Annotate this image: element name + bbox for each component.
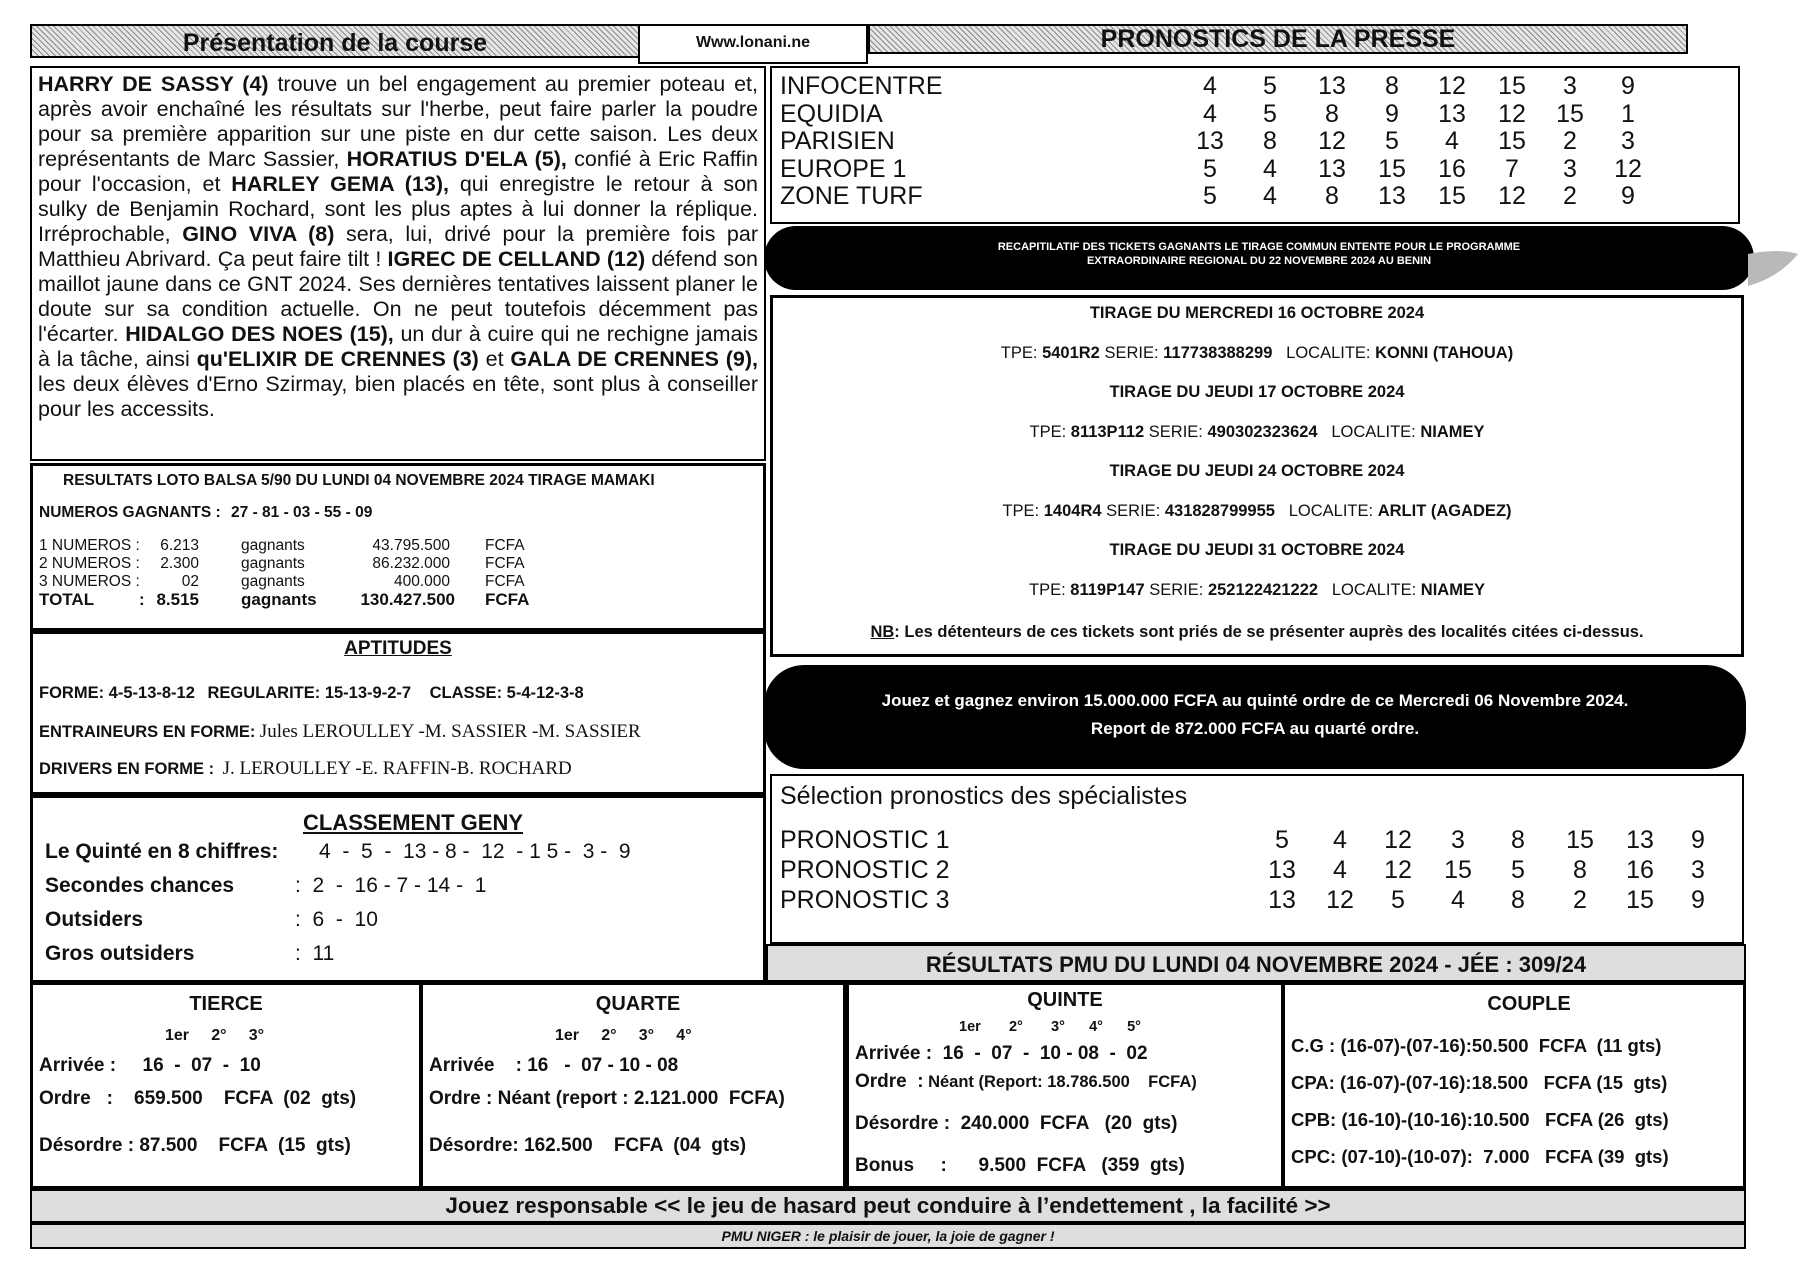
tierce-arrivee-value: 16 - 07 - 10 xyxy=(142,1055,261,1076)
tirage-details xyxy=(773,344,1741,363)
press-number: 3 xyxy=(1621,127,1635,155)
drivers-row xyxy=(39,758,572,780)
tirage-details xyxy=(773,581,1741,600)
specialist-number: 12 xyxy=(1384,856,1412,884)
couple-box xyxy=(1282,982,1746,1189)
aptitudes-title-text: APTITUDES xyxy=(344,638,452,659)
quinte-desordre-label: Désordre : xyxy=(855,1113,951,1134)
press-row xyxy=(780,100,1740,128)
quarte-desordre xyxy=(429,1135,746,1157)
press-number: 8 xyxy=(1263,127,1277,155)
nb-text: : Les détenteurs de ces tickets sont priés de se présenter auprès des localités citées ci-dessus. xyxy=(894,623,1644,641)
press-title: PRONOSTICS DE LA PRESSE xyxy=(1100,25,1456,53)
press-number: 13 xyxy=(1378,182,1406,210)
decorative-wedge xyxy=(1748,248,1798,288)
localite-value: ARLIT (AGADEZ) xyxy=(1377,502,1512,520)
presentation-title: Présentation de la course xyxy=(182,29,488,57)
classement-label: Le Quinté en 8 chiffres: xyxy=(45,840,279,863)
quinte-ordre xyxy=(855,1071,1197,1093)
press-number: 12 xyxy=(1498,182,1526,210)
tpe-value: 8119P147 xyxy=(1070,581,1145,599)
specialist-number: 15 xyxy=(1626,886,1654,914)
specialist-number: 13 xyxy=(1268,886,1296,914)
loto-row-count: 2.300 xyxy=(160,555,199,572)
specialistes-box xyxy=(770,774,1744,944)
horse-highlight: HORATIUS D'ELA (5), xyxy=(346,147,567,171)
quarte-arrivee xyxy=(429,1055,678,1077)
tpe-value: 8113P112 xyxy=(1070,423,1145,441)
localite-label: LOCALITE: xyxy=(1331,423,1416,441)
loto-row-currency: FCFA xyxy=(485,555,525,572)
press-number: 1 xyxy=(1621,99,1635,128)
tpe-label: TPE: xyxy=(1029,423,1067,441)
website-box xyxy=(638,24,868,64)
quinte-arrivee xyxy=(855,1043,1148,1065)
jackpot-line-2: Report de 872.000 FCFA au quarté ordre. xyxy=(1090,719,1420,738)
quarte-ordre-value: Néant (report : 2.121.000 FCFA) xyxy=(497,1088,785,1109)
tirage-title: TIRAGE DU JEUDI 24 OCTOBRE 2024 xyxy=(1109,462,1405,480)
press-pronostics-box xyxy=(770,66,1740,224)
jackpot-banner xyxy=(764,665,1746,769)
quarte-ordre-label: Ordre : xyxy=(429,1088,493,1109)
tirage-details xyxy=(773,502,1741,521)
tirage-title: TIRAGE DU MERCREDI 16 OCTOBRE 2024 xyxy=(1089,304,1425,322)
press-number: 12 xyxy=(1318,127,1346,155)
press-row xyxy=(780,155,1740,183)
presentation-segment: confié à Eric Raffin pour l'occasion, et xyxy=(38,147,758,196)
quinte-ordre-value: Néant (Report: 18.786.500 FCFA) xyxy=(928,1073,1197,1091)
localite-label: LOCALITE: xyxy=(1286,344,1371,362)
specialist-number: 2 xyxy=(1573,886,1587,914)
press-number: 15 xyxy=(1498,72,1526,100)
presentation-text xyxy=(32,68,764,426)
quinte-bonus-value: 9.500 FCFA (359 gts) xyxy=(978,1155,1185,1176)
classe-label: CLASSE: xyxy=(429,684,503,702)
recap-banner xyxy=(764,226,1754,290)
specialist-number: 12 xyxy=(1384,826,1412,854)
couple-row: CPA: (16-07)-(07-16):18.500 FCFA (15 gts) xyxy=(1291,1072,1668,1093)
aptitudes-title xyxy=(33,638,763,660)
responsible-banner xyxy=(30,1189,1746,1223)
tierce-desordre-value: 87.500 FCFA (15 gts) xyxy=(139,1135,351,1156)
quarte-desordre-label: Désordre: xyxy=(429,1135,519,1156)
loto-total-label: TOTAL xyxy=(39,590,95,609)
loto-row-currency: FCFA xyxy=(485,537,525,554)
loto-box xyxy=(30,463,766,631)
quinte-bonus-label: Bonus : xyxy=(855,1155,947,1176)
serie-label: SERIE: xyxy=(1104,344,1159,362)
specialist-pronostic-name: PRONOSTIC 2 xyxy=(780,856,950,884)
loto-row-count: 6.213 xyxy=(160,537,199,554)
couple-row: CPC: (07-10)-(10-07): 7.000 FCFA (39 gts) xyxy=(1291,1146,1669,1167)
classement-value: 4 - 5 - 13 - 8 - 12 - 1 5 - 3 - 9 xyxy=(319,840,631,863)
classement-label: Secondes chances xyxy=(45,874,235,897)
tpe-label: TPE: xyxy=(1000,344,1038,362)
recap-line-1: RECAPITILATIF DES TICKETS GAGNANTS LE TIRAGE COMMUN ENTENTE POUR LE PROGRAMME xyxy=(997,241,1521,253)
tierce-box xyxy=(30,982,422,1189)
press-number: 4 xyxy=(1263,182,1277,210)
specialist-number: 8 xyxy=(1511,886,1525,914)
loto-row-count: 02 xyxy=(181,573,199,590)
press-number: 15 xyxy=(1556,99,1584,128)
quarte-box xyxy=(420,982,846,1189)
loto-winning xyxy=(39,504,372,522)
specialist-number: 15 xyxy=(1444,856,1472,884)
press-number: 3 xyxy=(1563,154,1577,183)
tierce-arrivee xyxy=(39,1055,261,1077)
horse-highlight: GALA DE CRENNES (9), xyxy=(510,347,759,371)
pmu-header xyxy=(766,944,1746,982)
press-number: 3 xyxy=(1563,72,1577,100)
specialist-number: 5 xyxy=(1511,856,1525,884)
specialist-number: 3 xyxy=(1691,856,1705,884)
serie-label: SERIE: xyxy=(1106,502,1161,520)
loto-row-label: 2 NUMEROS : xyxy=(39,555,140,572)
presentation-segment: et xyxy=(478,347,511,371)
presentation-segment: défend son maillot jaune dans ce GNT 2024. Ses dernières tentatives laissent planer le doute sur sa condition actuelle. On ne peut toutefois décemment pas l'écarter. xyxy=(38,247,759,346)
tierce-ordre-label: Ordre : xyxy=(39,1088,113,1109)
press-number: 13 xyxy=(1318,154,1346,183)
recap-line-2: EXTRAORDINAIRE REGIONAL DU 22 NOVEMBRE 2024 AU BENIN xyxy=(1086,255,1432,267)
presentation-segment: sera, lui, drivé pour la première fois par Matthieu Abrivard. Ça peut faire tilt ! xyxy=(38,222,758,271)
press-number: 5 xyxy=(1385,127,1399,155)
specialist-number: 16 xyxy=(1626,856,1654,884)
presentation-segment: trouve un bel engagement au premier poteau et, après avoir enchaîné les résultats sur l'herbe, peut faire parler la poudre pour sa première apparition sur une piste en dur cette saison. Les deux représentants de Marc Sassier, xyxy=(38,72,758,171)
press-row xyxy=(780,72,1740,100)
quinte-places: 1er 2° 3° 4° 5° xyxy=(959,1019,1141,1035)
horse-highlight: HARRY DE SASSY (4) xyxy=(38,72,269,96)
specialist-pronostic-name: PRONOSTIC 3 xyxy=(780,886,950,914)
localite-value: NIAMEY xyxy=(1420,581,1485,599)
press-number: 13 xyxy=(1196,127,1224,155)
serie-value: 490302323624 xyxy=(1207,423,1318,441)
specialist-number: 4 xyxy=(1333,856,1347,884)
press-row xyxy=(780,127,1740,155)
couple-row: C.G : (16-07)-(07-16):50.500 FCFA (11 gts) xyxy=(1291,1035,1662,1056)
tierce-arrivee-label: Arrivée : xyxy=(39,1055,117,1076)
quinte-bonus xyxy=(855,1155,1185,1177)
serie-label: SERIE: xyxy=(1148,423,1203,441)
specialist-number: 5 xyxy=(1391,886,1405,914)
pmu-title: RÉSULTATS PMU DU LUNDI 04 NOVEMBRE 2024 - JÉE : 309/24 xyxy=(925,952,1587,977)
tierce-title: TIERCE xyxy=(189,993,263,1015)
press-number: 4 xyxy=(1203,99,1217,128)
loto-row-label: 1 NUMEROS : xyxy=(39,537,140,554)
press-number: 5 xyxy=(1263,99,1277,128)
specialist-number: 15 xyxy=(1566,826,1594,854)
loto-row-word: gagnants xyxy=(241,573,305,590)
presentation-header xyxy=(30,24,640,58)
loto-row-amount: 400.000 xyxy=(393,573,450,590)
couple-row: CPB: (16-10)-(10-16):10.500 FCFA (26 gts) xyxy=(1291,1109,1669,1130)
press-number: 13 xyxy=(1318,72,1346,100)
classement-title xyxy=(33,810,763,836)
horse-highlight: IGREC DE CELLAND (12) xyxy=(387,247,646,271)
press-number: 15 xyxy=(1378,154,1406,183)
couple-title: COUPLE xyxy=(1487,993,1571,1015)
tpe-label: TPE: xyxy=(1029,581,1066,599)
press-source-name: PARISIEN xyxy=(780,127,895,155)
presentation-box xyxy=(30,66,766,461)
press-source-name: EQUIDIA xyxy=(780,99,883,128)
nb-label: NB xyxy=(870,623,895,641)
classe-value: 5-4-12-3-8 xyxy=(506,684,584,702)
press-number: 9 xyxy=(1385,99,1399,128)
press-number: 7 xyxy=(1505,154,1519,183)
press-source-name: EUROPE 1 xyxy=(780,154,907,183)
specialist-number: 4 xyxy=(1451,886,1465,914)
localite-label: LOCALITE: xyxy=(1331,581,1417,599)
specialist-number: 3 xyxy=(1451,826,1465,854)
press-number: 8 xyxy=(1325,182,1339,210)
press-number: 13 xyxy=(1438,99,1466,128)
loto-winning-numbers: 27 - 81 - 03 - 55 - 09 xyxy=(231,504,373,521)
drivers-label: DRIVERS EN FORME : xyxy=(39,760,215,778)
loto-winning-label: NUMEROS GAGNANTS : xyxy=(39,504,221,521)
quinte-arrivee-label: Arrivée : xyxy=(855,1043,933,1064)
specialist-number: 9 xyxy=(1691,826,1705,854)
press-number: 9 xyxy=(1621,72,1635,100)
loto-total-currency: FCFA xyxy=(485,590,530,609)
quarte-title: QUARTE xyxy=(595,993,681,1015)
presentation-segment: les deux élèves d'Erno Szirmay, bien placés en tête, sont plus à conseiller pour les accessits. xyxy=(38,372,758,421)
serie-value: 431828799955 xyxy=(1164,502,1275,520)
classement-box xyxy=(30,795,766,983)
press-number: 4 xyxy=(1203,72,1217,100)
tpe-label: TPE: xyxy=(1002,502,1040,520)
press-number: 15 xyxy=(1498,127,1526,155)
serie-value: 117738388299 xyxy=(1163,344,1273,362)
press-source-name: ZONE TURF xyxy=(780,182,923,210)
quinte-box xyxy=(846,982,1284,1189)
loto-row-word: gagnants xyxy=(241,537,305,554)
specialist-pronostic-name: PRONOSTIC 1 xyxy=(780,826,950,854)
classement-title-text: CLASSEMENT GENY xyxy=(302,810,524,835)
press-number: 2 xyxy=(1563,182,1577,210)
presentation-segment: qui enregistre le retour à son sulky de Benjamin Rochard, sont les plus aptes à lui donner la réplique. Irréprochable, xyxy=(38,172,758,246)
quinte-arrivee-value: 16 - 07 - 10 - 08 - 02 xyxy=(942,1043,1148,1064)
specialist-number: 9 xyxy=(1691,886,1705,914)
quarte-places: 1er 2° 3° 4° xyxy=(555,1027,692,1044)
classement-value: : 11 xyxy=(295,942,335,965)
specialist-number: 8 xyxy=(1511,826,1525,854)
drivers-value: J. LEROULLEY -E. RAFFIN-B. ROCHARD xyxy=(222,758,572,779)
press-number: 2 xyxy=(1563,127,1577,155)
classement-label: Gros outsiders xyxy=(45,942,195,965)
loto-total-count: 8.515 xyxy=(156,590,199,609)
responsible-text: Jouez responsable << le jeu de hasard peut conduire à l’endettement , la facilité >> xyxy=(445,1193,1331,1218)
horse-highlight: qu'ELIXIR DE CRENNES (3) xyxy=(196,347,479,371)
loto-title: RESULTATS LOTO BALSA 5/90 DU LUNDI 04 NOVEMBRE 2024 TIRAGE MAMAKI xyxy=(63,472,655,489)
press-number: 8 xyxy=(1385,72,1399,100)
jackpot-line-1: Jouez et gagnez environ 15.000.000 FCFA au quinté ordre de ce Mercredi 06 Novembre 2024. xyxy=(881,691,1629,710)
specialist-row xyxy=(780,886,1740,914)
localite-value: KONNI (TAHOUA) xyxy=(1375,344,1514,362)
specialist-number: 4 xyxy=(1333,826,1347,854)
quinte-desordre-value: 240.000 FCFA (20 gts) xyxy=(960,1113,1178,1134)
classement-value: : 2 - 16 - 7 - 14 - 1 xyxy=(295,874,487,897)
entraineurs-row xyxy=(39,721,641,743)
press-number: 16 xyxy=(1438,154,1466,183)
tirage-details xyxy=(773,423,1741,442)
loto-total-word: gagnants xyxy=(241,590,317,609)
quarte-ordre xyxy=(429,1088,785,1110)
specialist-row xyxy=(780,856,1740,884)
press-number: 15 xyxy=(1438,182,1466,210)
loto-row-currency: FCFA xyxy=(485,573,525,590)
specialist-number: 8 xyxy=(1573,856,1587,884)
tierce-desordre-label: Désordre : xyxy=(39,1135,135,1156)
tpe-value: 1404R4 xyxy=(1043,502,1102,520)
specialistes-title: Sélection pronostics des spécialistes xyxy=(780,782,1188,810)
loto-row-amount: 43.795.500 xyxy=(372,537,450,554)
website-link[interactable]: Www.lonani.ne xyxy=(695,34,811,51)
tpe-value: 5401R2 xyxy=(1042,344,1100,362)
press-number: 12 xyxy=(1498,99,1526,128)
tirage-title: TIRAGE DU JEUDI 31 OCTOBRE 2024 xyxy=(1109,541,1405,559)
press-number: 4 xyxy=(1445,127,1459,155)
specialist-number: 13 xyxy=(1626,826,1654,854)
serie-value: 252122421222 xyxy=(1207,581,1319,599)
tirages-box xyxy=(770,295,1744,657)
forme-value: 4-5-13-8-12 xyxy=(108,684,195,702)
serie-label: SERIE: xyxy=(1149,581,1204,599)
tierce-ordre-value: 659.500 FCFA (02 gts) xyxy=(134,1088,357,1109)
press-number: 5 xyxy=(1203,154,1217,183)
quinte-title: QUINTE xyxy=(1027,989,1103,1011)
horse-highlight: HARLEY GEMA (13), xyxy=(231,172,449,196)
classement-value: : 6 - 10 xyxy=(295,908,378,931)
press-header xyxy=(868,24,1688,54)
quarte-arrivee-value: 16 - 07 - 10 - 08 xyxy=(527,1055,679,1076)
specialist-number: 12 xyxy=(1326,886,1354,914)
aptitudes-stats xyxy=(39,684,584,703)
tierce-desordre xyxy=(39,1135,351,1157)
press-number: 5 xyxy=(1203,182,1217,210)
tirage-title: TIRAGE DU JEUDI 17 OCTOBRE 2024 xyxy=(1109,383,1405,401)
loto-total-colon: : xyxy=(139,590,145,609)
localite-label: LOCALITE: xyxy=(1288,502,1374,520)
nb-notice xyxy=(773,623,1741,642)
loto-total-amount: 130.427.500 xyxy=(360,590,455,609)
horse-highlight: GINO VIVA (8) xyxy=(182,222,335,246)
press-number: 9 xyxy=(1621,182,1635,210)
localite-value: NIAMEY xyxy=(1420,423,1485,441)
presentation-segment: un dur à cuire qui ne rechigne jamais à la tâche, ainsi xyxy=(38,322,758,371)
forme-label: FORME: xyxy=(39,684,105,702)
specialist-row xyxy=(780,826,1740,854)
quarte-desordre-value: 162.500 FCFA (04 gts) xyxy=(524,1135,747,1156)
tierce-places: 1er 2° 3° xyxy=(165,1027,265,1044)
regularite-label: REGULARITE: xyxy=(207,684,321,702)
press-source-name: INFOCENTRE xyxy=(780,72,943,100)
press-number: 5 xyxy=(1263,72,1277,100)
tierce-ordre xyxy=(39,1088,356,1110)
loto-row-word: gagnants xyxy=(241,555,305,572)
aptitudes-box xyxy=(30,631,766,795)
loto-row-amount: 86.232.000 xyxy=(372,555,450,572)
entraineurs-label: ENTRAINEURS EN FORME: xyxy=(39,723,256,741)
press-number: 12 xyxy=(1438,72,1466,100)
slogan-text: PMU NIGER : le plaisir de jouer, la joie de gagner ! xyxy=(721,1228,1055,1244)
loto-row-label: 3 NUMEROS : xyxy=(39,573,140,590)
quinte-desordre xyxy=(855,1113,1177,1135)
horse-highlight: HIDALGO DES NOES (15), xyxy=(125,322,394,346)
press-number: 12 xyxy=(1614,154,1642,183)
press-row xyxy=(780,182,1740,210)
press-number: 8 xyxy=(1325,99,1339,128)
specialist-number: 13 xyxy=(1268,856,1296,884)
quinte-ordre-label: Ordre : xyxy=(855,1071,924,1092)
specialist-number: 5 xyxy=(1275,826,1289,854)
regularite-value: 15-13-9-2-7 xyxy=(324,684,412,702)
classement-label: Outsiders xyxy=(45,908,144,931)
press-number: 4 xyxy=(1263,154,1277,183)
quarte-arrivee-label: Arrivée : xyxy=(429,1055,522,1076)
slogan-banner xyxy=(30,1223,1746,1249)
entraineurs-value: Jules LEROULLEY -M. SASSIER -M. SASSIER xyxy=(259,721,641,742)
